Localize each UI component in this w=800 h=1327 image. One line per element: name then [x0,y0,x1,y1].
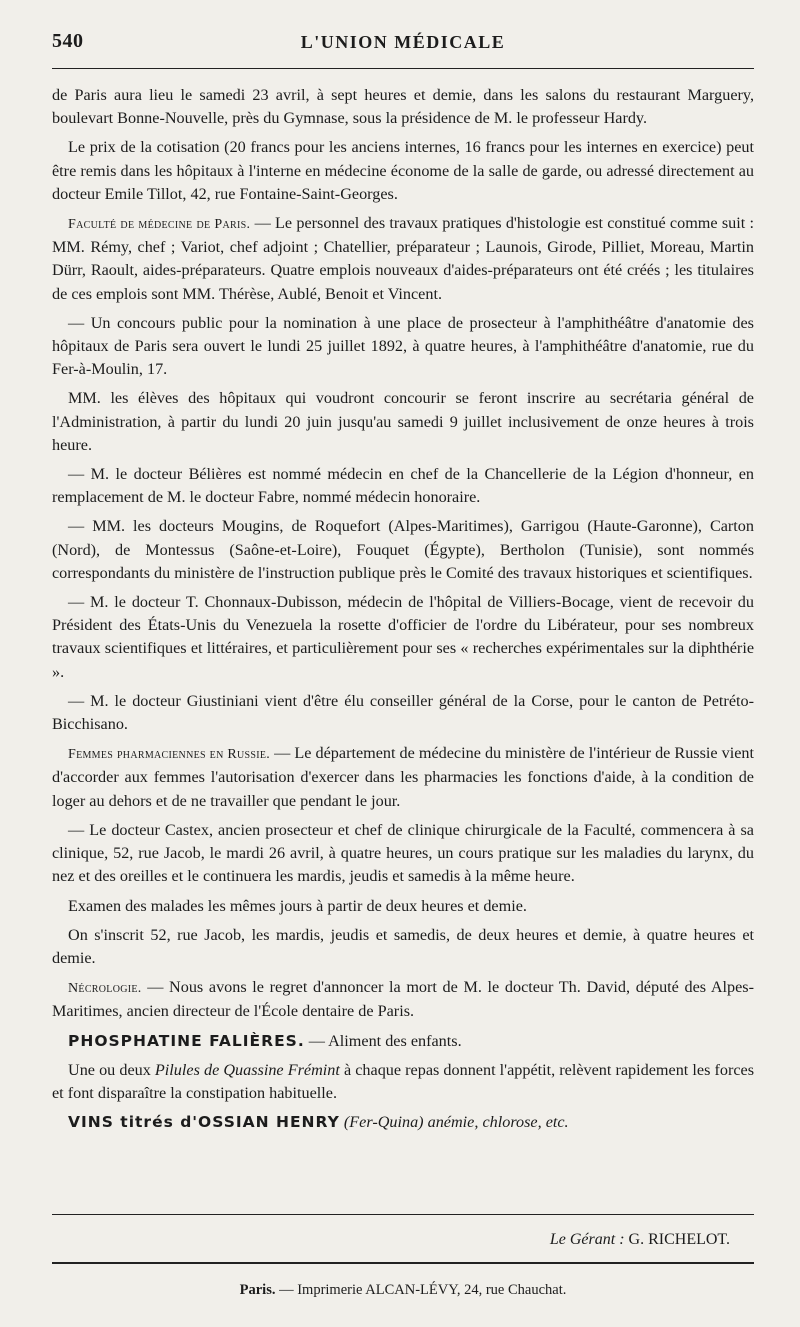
section-heading-necrologie: Nécrologie. [68,981,142,997]
running-title: L'UNION MÉDICALE [300,32,506,52]
gerant-signature [550,1231,730,1249]
paragraph-necrologie [52,976,754,1023]
section-heading-faculte: Faculté de médecine de Paris. [68,217,251,233]
gerant-name: G. RICHELOT. [624,1231,730,1248]
ad-phosphatine-name: PHOSPHATINE FALIÈRES. [68,1031,305,1050]
paragraph-russie-text: — Le département de médecine du ministère de l'intérieur de Russie vient d'accorder aux femmes l'autorisation d'exercer dans les pharmacies les fonctions d'aide, à la condition de loger au dehors et de ne travailler que pendant le jour. [52,744,754,810]
gerant-label: Le Gérant : [549,1231,625,1248]
ad-phosphatine [52,1030,754,1053]
paragraph-inscription-castex: On s'inscrit 52, rue Jacob, les mardis, jeudis et samedis, de deux heures et demie, à quatre heures et demie. [52,925,754,967]
ad-quassine-pre: Une ou deux [68,1060,155,1079]
paragraph-faculte [52,212,754,306]
paragraph-examen: Examen des malades les mêmes jours à partir de deux heures et demie. [68,896,527,915]
page-number: 540 [52,30,84,52]
ad-quassine [52,1059,754,1105]
imprint-text: — Imprimerie ALCAN-LÉVY, 24, rue Chauchat. [275,1282,567,1298]
ad-quassine-post: à chaque repas donnent l'appétit, relèvent rapidement les forces et font disparaître la constipation habituelle. [52,1060,755,1102]
paragraph-castex: — Le docteur Castex, ancien prosecteur et chef de clinique chirurgicale de la Faculté, commencera à sa clinique, 52, rue Jacob, le mardi 26 avril, à quatre heures, un cours pratique sur les maladies du larynx, du nez et des oreilles et le continuera les mardis, jeudis et samedis à la même heure. [52,820,754,886]
paragraph-belieres: — M. le docteur Bélières est nommé médecin en chef de la Chancellerie de la Légion d'honneur, en remplacement de M. le docteur Fabre, nommé médecin honoraire. [52,465,754,507]
footer-rule-top [52,1214,754,1215]
footer-rule-bottom [52,1262,754,1264]
paragraph-necrologie-text: — Nous avons le regret d'annoncer la mort de M. le docteur Th. David, député des Alpes-Maritimes, ancien directeur de l'École dentaire de Paris. [52,978,754,1021]
paragraph-concours: — Un concours public pour la nomination à une place de prosecteur à l'amphithéâtre d'anatomie des hôpitaux de Paris sera ouvert le lundi 25 juillet 1892, à quatre heures, à l'amphithéâtre d'anatomie, rue du Fer-à-Moulin, 17. [52,313,754,379]
paragraph-inscription: MM. les élèves des hôpitaux qui voudront concourir se feront inscrire au secrétaria général de l'Administration, à partir du lundi 20 juin jusqu'au samedi 9 juillet inclusivement de onze heures à trois heure. [52,389,754,454]
ad-phosphatine-text: — Aliment des enfants. [304,1031,462,1050]
paragraph-russie [52,742,754,813]
ad-vins-name: VINS titrés d'OSSIAN HENRY [68,1113,340,1132]
paragraph-correspondants: — MM. les docteurs Mougins, de Roquefort (Alpes-Maritimes), Garrigou (Haute-Garonne), Carton (Nord), de Montessus (Saône-et-Loire), Fouquet (Égypte), Bertholon (Tunisie), sont nommés correspondants du ministère de l'instruction publique près le Comité des travaux historiques et scientifiques. [52,517,754,582]
header-rule [52,68,754,69]
ad-quassine-name: Pilules de Quassine Frémint [154,1060,340,1079]
ad-vins-text: (Fer-Quina) anémie, chlorose, etc. [339,1113,569,1132]
paragraph-giustiniani: — M. le docteur Giustiniani vient d'être élu conseiller général de la Corse, pour le canton de Petréto-Bicchisano. [52,691,754,734]
printer-imprint [52,1282,754,1299]
paragraph-cotisation: Le prix de la cotisation (20 francs pour les anciens internes, 16 francs pour les internes en exercice) peut être remis dans les hôpitaux à l'interne en médecine économe de la salle de garde, ou adressé directement au docteur Emile Tillot, 42, rue Fontaine-Saint-Georges. [52,138,754,203]
page-header [52,30,754,60]
ad-vins [52,1111,754,1134]
paragraph-banquet-continued: de Paris aura lieu le samedi 23 avril, à sept heures et demie, dans les salons du restaurant Marguery, boulevart Bonne-Nouvelle, près du Gymnase, sous la présidence de M. le professeur Hardy. [52,86,754,128]
paragraph-chonnaux: — M. le docteur T. Chonnaux-Dubisson, médecin de l'hôpital de Villiers-Bocage, vient de recevoir du Président des États-Unis du Venezuela la rosette d'officier de l'ordre du Libérateur, pour ses nombreux travaux scientifiques et littéraires, et particulièrement pour ses « recherches expérimentales sur la diphthérie ». [52,593,754,681]
article-body [52,84,754,1140]
imprint-city: Paris. [239,1282,276,1298]
section-heading-russie: Femmes pharmaciennes en Russie. [68,747,271,763]
paragraph-faculte-text: — Le personnel des travaux pratiques d'histologie est constitué comme suit : MM. Rémy, chef ; Variot, chef adjoint ; Chatellier, préparateur ; Launois, Girode, Pilliet, Moreau, Martin Dürr, Raoult, aides-préparateurs. Quatre emplois nouveaux d'aides-préparateurs ont été créés ; les titulaires de ces emplois sont MM. Thérèse, Aublé, Benoit et Vincent. [52,214,754,303]
